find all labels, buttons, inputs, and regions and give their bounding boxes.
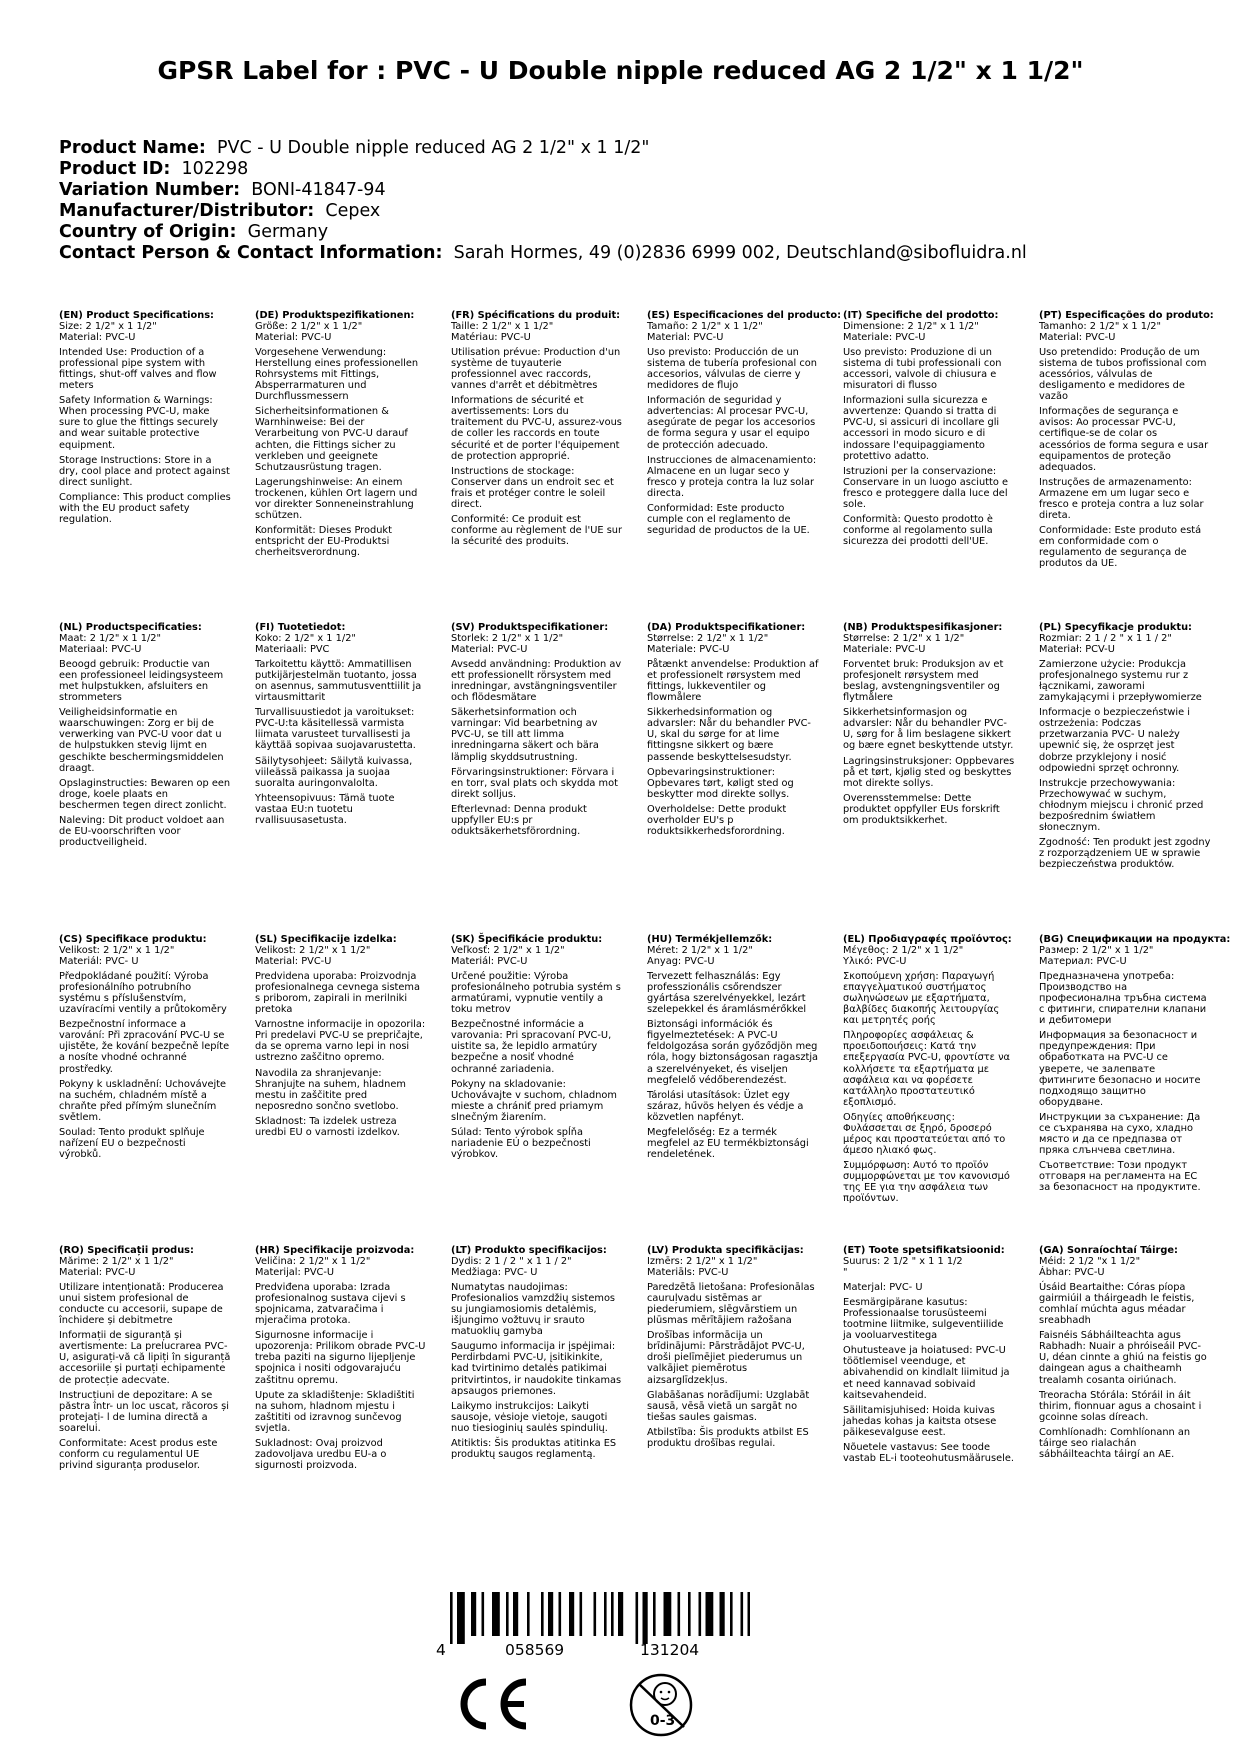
block-size: Izmērs: 2 1/2" x 1 1/2" bbox=[647, 1256, 758, 1268]
block-heading: (NL) Productspecificaties: bbox=[59, 622, 202, 633]
block-text: Paredzētā lietošana: Profesionālas cauruļvadu sistēmas ar piederumiem, slēgvārstiem un plūsmas mērītājiem ražošana bbox=[647, 1282, 815, 1327]
block-text: Intended Use: Production of a professional pipe system with fittings, shut-off valves and flow meters bbox=[59, 347, 217, 392]
block-text: Utilisation prévue: Production d'un système de tuyauterie professionnel avec raccords, vannes d'arrêt et débitmètres bbox=[451, 347, 621, 392]
info-value: 102298 bbox=[181, 159, 249, 179]
barcode-bar bbox=[482, 1592, 485, 1636]
language-block bbox=[451, 1245, 623, 1464]
block-text: Informacje o bezpieczeństwie i ostrzeżenia: Podczas przetwarzania PVC- U należy upewnić się, że osprzęt jest dobrze przyklejony i nosić odpowiedni sprzęt ochronny. bbox=[1039, 707, 1190, 774]
info-label: Variation Number: bbox=[59, 180, 241, 200]
barcode-bar bbox=[741, 1592, 744, 1636]
block-heading: (SV) Produktspecifikationer: bbox=[451, 622, 609, 633]
language-block bbox=[1039, 310, 1214, 573]
block-text: Konformität: Dieses Produkt entspricht der EU-Produktsi cherheitsverordnung. bbox=[255, 524, 392, 558]
block-text: Informazioni sulla sicurezza e avvertenze: Quando si tratta di PVC-U, si assicuri di incollare gli accessori in modo sicuro e di indossare l'equipaggiamento protettivo adatto. bbox=[843, 395, 1000, 462]
barcode-bar bbox=[569, 1592, 574, 1636]
block-text: Upute za skladištenje: Skladištiti na suhom, hladnom mjestu i zaštititi od izravnog sunčevog svjetla. bbox=[255, 1389, 415, 1434]
language-block bbox=[255, 622, 427, 830]
block-text: Compliance: This product complies with the EU product safety regulation. bbox=[59, 491, 231, 525]
block-text: Předpokládané použití: Výroba profesionálního potrubního systému s příslušenstvím, uzavíracími ventily a průtokoměry bbox=[59, 971, 227, 1016]
barcode-bar bbox=[471, 1592, 476, 1636]
block-text: Uso pretendido: Produção de um sistema de tubos profissional com acessórios, válvulas de desligamento e medidores de vazão bbox=[1039, 347, 1207, 403]
block-text: Bezpečnostní informace a varování: Při zpracování PVC-U se ujistěte, že kování bezpečně lepíte a nosíte vhodné ochranné prostředky. bbox=[59, 1019, 230, 1075]
block-text: Инструкции за съхранение: Да се съхранява на сухо, хладно място и да се предпазва от пряка слънчева светлина. bbox=[1039, 1111, 1201, 1156]
block-size: Veľkosť: 2 1/2" x 1 1/2" bbox=[451, 945, 565, 957]
block-text: Instrucțiuni de depozitare: A se păstra într- un loc uscat, răcoros și protejați- l de lumina directă a soarelui. bbox=[59, 1389, 229, 1434]
barcode-bar bbox=[748, 1592, 751, 1636]
block-text: Navodila za shranjevanje: Shranjujte na suhem, hladnem mestu in zaščitite pred neposredno sončno svetlobo. bbox=[255, 1067, 406, 1112]
block-text: Material: PVC-U bbox=[255, 332, 332, 344]
block-text: Material: PVC-U bbox=[451, 644, 528, 656]
language-block bbox=[843, 934, 1015, 1208]
block-text: Ábhar: PVC-U bbox=[1039, 1267, 1105, 1279]
block-size: Maat: 2 1/2" x 1 1/2" bbox=[59, 633, 161, 645]
block-text: Treoracha Stórála: Stóráil in áit thirim, fionnuar agus a chosaint i gcoinne solas díreach. bbox=[1039, 1389, 1202, 1423]
block-text: Συμμόρφωση: Αυτό το προϊόν συμμορφώνεται με τον κανονισμό της ΕΕ για την ασφάλεια των προϊόντων. bbox=[843, 1159, 1010, 1205]
ean-barcode bbox=[450, 1592, 750, 1644]
ce-mark-icon bbox=[452, 1676, 532, 1732]
block-text: Conformità: Questo prodotto è conforme al regolamento sulla sicurezza dei prodotti dell'UE. bbox=[843, 513, 993, 547]
language-block bbox=[255, 1245, 427, 1475]
block-text: Materijal: PVC-U bbox=[255, 1267, 335, 1279]
block-text: Tárolási utasítások: Üzlet egy száraz, hűvös helyen és védje a közvetlen napfényt. bbox=[647, 1089, 804, 1123]
block-text: Material: PVC-U bbox=[255, 956, 332, 968]
language-block bbox=[843, 622, 1015, 830]
block-size: Größe: 2 1/2" x 1 1/2" bbox=[255, 321, 363, 333]
language-block bbox=[647, 934, 819, 1164]
block-heading: (IT) Specifiche del prodotto: bbox=[843, 310, 999, 321]
block-text: Určené použitie: Výroba profesionálneho potrubia systém s armatúrami, vypnutie ventily a toku metrov bbox=[451, 971, 621, 1016]
block-text: Atitiktis: Šis produktas atitinka ES produktų saugos reglamentą. bbox=[451, 1437, 617, 1460]
block-text: Soulad: Tento produkt splňuje nařízení EU o bezpečnosti výrobků. bbox=[59, 1126, 205, 1160]
variation-number-row bbox=[59, 180, 1027, 201]
block-text: Drošības informācija un brīdinājumi: Pārstrādājot PVC-U, droši pielīmējiet piederumus un valkājiet piemērotus aizsarglīdzekļus. bbox=[647, 1330, 805, 1386]
block-text: Tervezett felhasználás: Egy professzionális csőrendszer gyártása szerelvényekkel, lezárt szelepekkel és áramlásmérőkkel bbox=[647, 971, 807, 1016]
block-text: Conformidad: Este producto cumple con el reglamento de seguridad de productos de la UE. bbox=[647, 502, 810, 536]
block-text: Forventet bruk: Produksjon av et profesjonelt rørsystem med beslag, avstengningsventiler og flytmålere bbox=[843, 659, 1004, 704]
language-block bbox=[451, 310, 623, 551]
block-heading: (CS) Specifikace produktu: bbox=[59, 934, 207, 945]
block-heading: (RO) Specificații produs: bbox=[59, 1245, 194, 1256]
block-size: Taille: 2 1/2" x 1 1/2" bbox=[451, 321, 554, 333]
language-block bbox=[59, 934, 231, 1164]
product-id-row bbox=[59, 159, 1027, 180]
block-text: Megfelelőség: Ez a termék megfelel az EU termékbiztonsági rendeletének. bbox=[647, 1126, 809, 1160]
block-text: Förvaringsinstruktioner: Förvara i en torr, sval plats och skydda mot direkt solljus. bbox=[451, 766, 618, 800]
block-text: Информация за безопасност и предупреждения: При обработката на PVC-U се уверете, че залепвате фитингите безопасно и носите подходящо защитно оборудване. bbox=[1039, 1030, 1201, 1108]
barcode-bar bbox=[604, 1592, 607, 1636]
language-block bbox=[1039, 1245, 1211, 1464]
info-value: BONI-41847-94 bbox=[251, 180, 386, 200]
block-heading: (PT) Especificações do produto: bbox=[1039, 310, 1214, 321]
barcode-bar bbox=[506, 1592, 509, 1636]
barcode-bar bbox=[559, 1592, 562, 1636]
block-text: Sikkerhedsinformation og advarsler: Når du behandler PVC-U, skal du sørge for at lime fittingsne sikkert og bære passende beskyttelsesudstyr. bbox=[647, 707, 811, 763]
block-text: Materiaali: PVC bbox=[255, 644, 330, 656]
product-info bbox=[59, 138, 1027, 264]
language-block bbox=[843, 1245, 1015, 1468]
block-text: " bbox=[843, 1267, 848, 1279]
block-text: Uso previsto: Produzione di un sistema di tubi professionali con accessori, valvole di chiusura e misuratori di flusso bbox=[843, 347, 1002, 392]
block-text: Saugumo informacija ir įspėjimai: Perdirbdami PVC-U, įsitikinkite, kad tvirtinimo detalės patikimai pritvirtintos, ir naudokite tinkamas apsaugos priemones. bbox=[451, 1341, 622, 1397]
block-text: Opslaginstructies: Bewaren op een droge, koele plaats en beschermen tegen direct zonlicht. bbox=[59, 777, 231, 811]
block-text: Storage Instructions: Store in a dry, cool place and protect against direct sunlight. bbox=[59, 454, 230, 488]
block-text: Sikkerhetsinformasjon og advarsler: Når du behandler PVC-U, sørg for å lim beslagene sikkert og bære egnet beskyttende utstyr. bbox=[843, 707, 1014, 752]
info-value: Sarah Hormes, 49 (0)2836 6999 002, Deutschland@sibofluidra.nl bbox=[453, 243, 1027, 263]
language-block bbox=[59, 1245, 231, 1475]
block-heading: (FR) Spécifications du produit: bbox=[451, 310, 621, 321]
block-text: Avsedd användning: Produktion av ett professionellt rörsystem med inredningar, avstängningsventiler och flödesmätare bbox=[451, 659, 622, 704]
block-text: Zamierzone użycie: Produkcja profesjonalnego systemu rur z łącznikami, zaworami zamykającymi i przepływomierze bbox=[1039, 659, 1202, 704]
block-heading: (BG) Спецификации на продукта: bbox=[1039, 934, 1231, 945]
block-text: Safety Information & Warnings: When processing PVC-U, make sure to glue the fittings securely and wear suitable protective equipment. bbox=[59, 395, 219, 451]
block-heading: (SK) Špecifikácie produktu: bbox=[451, 934, 603, 945]
block-text: Lagringsinstruksjoner: Oppbevares på et tørt, kjølig sted og beskyttes mot direkte sollys. bbox=[843, 755, 1015, 789]
block-heading: (NB) Produktspesifikasjoner: bbox=[843, 622, 1003, 633]
block-text: Materiāls: PVC-U bbox=[647, 1267, 729, 1279]
language-block bbox=[1039, 622, 1211, 874]
block-text: Instrucciones de almacenamiento: Almacene en un lugar seco y fresco y proteja contra la luz solar directa. bbox=[647, 454, 817, 499]
block-size: Méret: 2 1/2" x 1 1/2" bbox=[647, 945, 753, 957]
block-heading: (ES) Especificaciones del producto: bbox=[647, 310, 842, 321]
block-text: Informații de siguranță și avertismente: La prelucrarea PVC-U, asigurați-vă că lipiți în siguranță accesoriile și purtați echipamente de protecție adecvate. bbox=[59, 1330, 231, 1386]
block-text: Naleving: Dit product voldoet aan de EU-voorschriften voor productveiligheid. bbox=[59, 814, 225, 848]
block-text: Predviđena uporaba: Izrada profesionalnog sustava cijevi s spojnicama, zatvaračima i mjeračima protoka. bbox=[255, 1282, 406, 1327]
block-size: Velikost: 2 1/2" x 1 1/2" bbox=[255, 945, 371, 957]
block-text: Materiale: PVC-U bbox=[843, 332, 926, 344]
block-size: Tamaño: 2 1/2" x 1 1/2" bbox=[647, 321, 763, 333]
block-text: Yhteensopivuus: Tämä tuote vastaa EU:n tuotetu rvallisuusasetusta. bbox=[255, 792, 395, 826]
block-heading: (EN) Product Specifications: bbox=[59, 310, 214, 321]
block-size: Méid: 2 1/2 "x 1 1/2" bbox=[1039, 1256, 1141, 1268]
page-title: GPSR Label for : PVC - U Double nipple reduced AG 2 1/2" x 1 1/2" bbox=[157, 56, 1084, 85]
language-block bbox=[255, 310, 427, 562]
barcode-bar bbox=[688, 1592, 691, 1636]
block-size: Suurus: 2 1/2 " x 1 1 1/2 bbox=[843, 1256, 963, 1268]
block-size: Rozmiar: 2 1 / 2 " x 1 1 / 2" bbox=[1039, 633, 1172, 645]
block-text: Materiaal: PVC-U bbox=[59, 644, 142, 656]
barcode-bar bbox=[548, 1592, 553, 1636]
barcode-bar bbox=[611, 1592, 614, 1636]
block-size: Storlek: 2 1/2" x 1 1/2" bbox=[451, 633, 564, 645]
barcode-bar bbox=[678, 1592, 681, 1636]
info-label: Product Name: bbox=[59, 138, 206, 158]
block-text: Предназначена употреба: Производство на професионална тръбна система с фитинги, спирателни клапани и дебитомери bbox=[1039, 971, 1207, 1027]
barcode-bar bbox=[450, 1592, 453, 1644]
info-value: Germany bbox=[247, 222, 329, 242]
contact-row bbox=[59, 243, 1027, 264]
block-text: Påtænkt anvendelse: Produktion af et professionelt rørsystem med fittings, lukkeventiler og flowmålere bbox=[647, 659, 819, 704]
block-text: Istruzioni per la conservazione: Conservare in un luogo asciutto e fresco e proteggere dalla luce del sole. bbox=[843, 465, 1009, 510]
block-text: Matériau: PVC-U bbox=[451, 332, 531, 344]
language-block bbox=[647, 622, 819, 841]
barcode-bar bbox=[513, 1592, 518, 1636]
info-label: Manufacturer/Distributor: bbox=[59, 201, 315, 221]
block-size: Mărime: 2 1/2" x 1 1/2" bbox=[59, 1256, 174, 1268]
block-text: Materiál: PVC- U bbox=[59, 956, 139, 968]
block-text: Biztonsági információk és figyelmeztetések: A PVC-U feldolgozása során győződjön meg róla, hogy biztonságosan ragasztja a szerelvényeket, és viseljen megfelelő védőberendezést. bbox=[647, 1019, 819, 1086]
block-text: Overholdelse: Dette produkt overholder EU's p roduktsikkerhedsforordning. bbox=[647, 803, 787, 837]
block-text: Atbilstība: Šis produkts atbilst ES produktu drošības regulai. bbox=[647, 1426, 809, 1449]
language-block bbox=[647, 310, 842, 540]
block-text: Conformidade: Este produto está em conformidade com o regulamento de segurança de produtos da UE. bbox=[1039, 524, 1202, 569]
barcode-bar bbox=[457, 1592, 465, 1644]
language-block bbox=[1039, 934, 1231, 1197]
block-text: Uso previsto: Producción de un sistema de tubería profesional con accesorios, válvulas de cierre y medidores de flujo bbox=[647, 347, 817, 392]
block-size: Dydis: 2 1 / 2 " x 1 1 / 2" bbox=[451, 1256, 572, 1268]
block-text: Úsáid Beartaithe: Córas píopa gairmiúil a tháirgeadh le feistis, comhlaí múchta agus méadar sreabhadh bbox=[1039, 1282, 1195, 1327]
block-size: Størrelse: 2 1/2" x 1 1/2" bbox=[843, 633, 965, 645]
block-text: Instrukcje przechowywania: Przechowywać w suchym, chłodnym miejscu i chronić przed bezpośrednim światłem słonecznym. bbox=[1039, 777, 1204, 833]
language-block bbox=[255, 934, 427, 1142]
block-text: Beoogd gebruik: Productie van een professioneel leidingsysteem met hulpstukken, afsluiters en strommeters bbox=[59, 659, 224, 704]
block-text: Conformitate: Acest produs este conform cu regulamentul UE privind siguranța produselor. bbox=[59, 1437, 218, 1471]
block-text: Numatytas naudojimas: Profesionalios vamzdžių sistemos su jungiamosiomis detalėmis, išjungimo vožtuvų ir srauto matuoklių gamyba bbox=[451, 1282, 616, 1338]
barcode-bar bbox=[664, 1592, 672, 1636]
block-text: Vorgesehene Verwendung: Herstellung eines professionellen Rohrsystems mit Fittings, Absperrarmaturen und Durchflussmessern bbox=[255, 347, 419, 403]
info-value: PVC - U Double nipple reduced AG 2 1/2" x 1 1/2" bbox=[217, 138, 650, 158]
language-block bbox=[59, 310, 231, 529]
product-name-row bbox=[59, 138, 1027, 159]
age-range-label: 0-3 bbox=[650, 1713, 676, 1729]
block-heading: (PL) Specyfikacje produktu: bbox=[1039, 622, 1192, 633]
block-heading: (SL) Specifikacije izdelka: bbox=[255, 934, 397, 945]
block-text: Съответствие: Този продукт отговаря на регламента на ЕС за безопасност на продуктите. bbox=[1039, 1159, 1201, 1193]
block-text: Materiál: PVC-U bbox=[451, 956, 528, 968]
block-text: Efterlevnad: Denna produkt uppfyller EU:s pr oduktsäkerhetsförordning. bbox=[451, 803, 587, 837]
block-text: Turvallisuustiedot ja varoitukset: PVC-U:ta käsitellessä varmista liimata varusteet turvallisesti ja käyttää sopivaa suojavarustetta. bbox=[255, 707, 416, 752]
info-label: Country of Origin: bbox=[59, 222, 237, 242]
block-text: Pokyny k uskladnění: Uchovávejte na suchém, chladném místě a chraňte před přímým slunečním světlem. bbox=[59, 1078, 227, 1123]
block-text: Glabāšanas norādījumi: Uzglabāt sausā, vēsā vietā un sargāt no tiešas saules gaismas. bbox=[647, 1389, 810, 1423]
barcode-left-digits: 058569 bbox=[505, 1641, 565, 1659]
block-text: Súlad: Tento výrobok spĺňa nariadenie EÚ o bezpečnosti výrobkov. bbox=[451, 1126, 591, 1160]
block-text: Lagerungshinweise: An einem trockenen, kühlen Ort lagern und vor direkter Sonneneinstrahlung schützen. bbox=[255, 476, 418, 521]
barcode-bar bbox=[618, 1592, 623, 1636]
block-text: Faisnéis Sábháilteachta agus Rabhadh: Nuair a phróiseáil PVC-U, déan cinnte a ghiú na feistis go daingean agus a chaitheamh trealamh cosanta oiriúnach. bbox=[1039, 1330, 1207, 1386]
language-block bbox=[451, 622, 623, 841]
barcode-bar bbox=[580, 1592, 583, 1636]
block-text: Tarkoitettu käyttö: Ammatillisen putkijärjestelmän tuotanto, jossa on asennus, sammutusventtiilit ja virtausmittarit bbox=[255, 659, 422, 704]
block-size: Dimensione: 2 1/2" x 1 1/2" bbox=[843, 321, 979, 333]
barcode-bar bbox=[594, 1592, 597, 1636]
block-text: Nõuetele vastavus: See toode vastab EL-i tooteohutusmäärusele. bbox=[843, 1441, 1014, 1464]
block-text: Utilizare intenționată: Producerea unui sistem profesional de conducte cu accesorii, supape de închidere și debitmetre bbox=[59, 1282, 224, 1327]
block-size: Veličina: 2 1/2" x 1 1/2" bbox=[255, 1256, 371, 1268]
not-for-children-0-3-icon bbox=[628, 1672, 694, 1738]
block-text: Sicherheitsinformationen & Warnhinweise: Bei der Verarbeitung von PVC-U darauf achten, die Fittings sicher zu verkleben und geeignete Schutzausrüstung tragen. bbox=[255, 406, 408, 473]
block-heading: (DE) Produktspezifikationen: bbox=[255, 310, 415, 321]
block-text: Materiale: PVC-U bbox=[843, 644, 926, 656]
block-text: Material: PVC-U bbox=[647, 332, 724, 344]
manufacturer-row bbox=[59, 201, 1027, 222]
country-of-origin-row bbox=[59, 222, 1027, 243]
block-text: Comhlíonadh: Comhlíonann an táirge seo rialachán sábháilteachta táirgí an AE. bbox=[1039, 1426, 1191, 1460]
barcode-right-digits: 131204 bbox=[640, 1641, 700, 1659]
block-heading: (HR) Specifikacije proizvoda: bbox=[255, 1245, 415, 1256]
language-block bbox=[451, 934, 623, 1164]
block-text: Materiale: PVC-U bbox=[647, 644, 730, 656]
block-text: Ohutusteave ja hoiatused: PVC-U töötlemisel veenduge, et abivahendid on kindlalt liimitud ja et need kannavad sobivaid kaitsevahendeid. bbox=[843, 1345, 1010, 1401]
block-heading: (ET) Toote spetsifikatsioonid: bbox=[843, 1245, 1005, 1256]
block-text: Varnostne informacije in opozorila: Pri predelavi PVC-U se prepričajte, da se oprema varno lepi in nosi ustrezno zaščitno opremo. bbox=[255, 1019, 426, 1064]
block-text: Veiligheidsinformatie en waarschuwingen: Zorg er bij de verwerking van PVC-U voor dat u de hulpstukken stevig lijmt en geschikte beschermingsmiddelen draagt. bbox=[59, 707, 224, 774]
block-text: Eesmärgipärane kasutus: Professionaalse torusüsteemi tootmine liitmike, sulgeventiilide ja vooluarvestitega bbox=[843, 1297, 1004, 1342]
barcode-bar bbox=[653, 1592, 656, 1636]
block-text: Pokyny na skladovanie: Uchovávajte v suchom, chladnom mieste a chrániť pred priamym slnečným žiarením. bbox=[451, 1078, 617, 1123]
block-heading: (LT) Produkto specifikacijos: bbox=[451, 1245, 607, 1256]
block-text: Informations de sécurité et avertissements: Lors du traitement du PVC-U, assurez-vous de coller les raccords en toute sécurité et de porter l'équipement de protection approprié. bbox=[451, 395, 622, 462]
block-text: Bezpečnostné informácie a varovania: Pri spracovaní PVC-U, uistite sa, že lepidlo armatúry bezpečne a nosiť vhodné ochranné zariadenia. bbox=[451, 1019, 612, 1075]
block-heading: (DA) Produktspecifikationer: bbox=[647, 622, 806, 633]
block-text: Материал: PVC-U bbox=[1039, 956, 1127, 968]
block-text: Instructions de stockage: Conserver dans un endroit sec et frais et protéger contre le soleil direct. bbox=[451, 465, 614, 510]
barcode-bar bbox=[527, 1592, 530, 1636]
block-size: Koko: 2 1/2" x 1 1/2" bbox=[255, 633, 356, 645]
block-size: Tamanho: 2 1/2" x 1 1/2" bbox=[1039, 321, 1162, 333]
block-text: Säkerhetsinformation och varningar: Vid bearbetning av PVC-U, se till att limma inredningarna säkert och bära lämplig skyddsutrustning. bbox=[451, 707, 599, 763]
block-text: Πληροφορίες ασφάλειας & προειδοποιήσεις: Κατά την επεξεργασία PVC-U, φροντίστε να κολλήσετε τα εξαρτήματα με ασφάλεια και να φορέσετε κατάλληλο προστατευτικό εξοπλισμό. bbox=[843, 1030, 1011, 1108]
block-text: Información de seguridad y advertencias: Al procesar PVC-U, asegúrate de pegar los accesorios de forma segura y usar el equipo de protección adecuado. bbox=[647, 395, 816, 451]
block-text: Säilytysohjeet: Säilytä kuivassa, viileässä paikassa ja suojaa suoralta auringonvalolta. bbox=[255, 755, 413, 789]
barcode-bar bbox=[492, 1592, 500, 1636]
block-text: Materjal: PVC- U bbox=[843, 1282, 923, 1294]
block-text: Informações de segurança e avisos: Ao processar PVC-U, certifique-se de colar os acessórios de forma segura e usar equipamentos de proteção adequados. bbox=[1039, 406, 1209, 473]
block-size: Velikost: 2 1/2" x 1 1/2" bbox=[59, 945, 175, 957]
barcode-bar bbox=[643, 1592, 648, 1644]
block-size: Размер: 2 1/2" x 1 1/2" bbox=[1039, 945, 1154, 957]
block-heading: (LV) Produkta specifikācijas: bbox=[647, 1245, 804, 1256]
block-text: Conformité: Ce produit est conforme au règlement de l'UE sur la sécurité des produits. bbox=[451, 513, 623, 547]
barcode-lead-digit: 4 bbox=[436, 1641, 446, 1659]
block-heading: (HU) Termékjellemzők: bbox=[647, 934, 773, 945]
block-size: Størrelse: 2 1/2" x 1 1/2" bbox=[647, 633, 769, 645]
barcode-bar bbox=[720, 1592, 725, 1636]
block-size: Μέγεθος: 2 1/2" x 1 1/2" bbox=[843, 945, 964, 957]
info-label: Contact Person & Contact Information: bbox=[59, 243, 443, 263]
block-text: Σκοπούμενη χρήση: Παραγωγή επαγγελματικού συστήματος σωληνώσεων με εξαρτήματα, βαλβίδες διακοπής λειτουργίας και μετρητές ροής bbox=[843, 971, 1000, 1027]
block-text: Material: PVC-U bbox=[1039, 332, 1116, 344]
info-value: Cepex bbox=[325, 201, 381, 221]
block-size: Size: 2 1/2" x 1 1/2" bbox=[59, 321, 157, 333]
barcode-bar bbox=[699, 1592, 702, 1636]
language-block bbox=[59, 622, 231, 852]
info-label: Product ID: bbox=[59, 159, 171, 179]
block-text: Οδηγίες αποθήκευσης: Φυλάσσεται σε ξηρό, δροσερό μέρος και προστατεύεται από το άμεσο ηλιακό φως. bbox=[843, 1111, 1006, 1156]
block-text: Instruções de armazenamento: Armazene em um lugar seco e fresco e proteja contra a luz solar direta. bbox=[1039, 476, 1204, 521]
block-heading: (EL) Προδιαγραφές προϊόντος: bbox=[843, 934, 1012, 945]
barcode-bar bbox=[730, 1592, 733, 1636]
block-text: Medžiaga: PVC- U bbox=[451, 1267, 538, 1279]
block-text: Sukladnost: Ovaj proizvod zadovoljava uredbu EU-a o sigurnosti proizvoda. bbox=[255, 1437, 387, 1471]
block-text: Materiał: PCV-U bbox=[1039, 644, 1115, 656]
language-block bbox=[647, 1245, 819, 1453]
barcode-bar bbox=[706, 1592, 714, 1636]
block-text: Laikymo instrukcijos: Laikyti sausoje, vėsioje vietoje, saugoti nuo tiesioginių saulės spindulių. bbox=[451, 1400, 608, 1434]
barcode-bar bbox=[636, 1592, 639, 1644]
language-block bbox=[843, 310, 1015, 551]
block-text: Zgodność: Ten produkt jest zgodny z rozporządzeniem UE w sprawie bezpieczeństwa produktów. bbox=[1039, 836, 1211, 870]
barcode-bar bbox=[541, 1592, 544, 1636]
block-text: Anyag: PVC-U bbox=[647, 956, 715, 968]
block-text: Opbevaringsinstruktioner: Opbevares tørt, køligt sted og beskytter mod direkte sollys. bbox=[647, 766, 794, 800]
block-text: Material: PVC-U bbox=[59, 1267, 136, 1279]
block-text: Sigurnosne informacije i upozorenja: Prilikom obrade PVC-U treba paziti na sigurno lijepljenje spojnica i nositi odgovarajuću zaštitnu opremu. bbox=[255, 1330, 426, 1386]
block-text: Material: PVC-U bbox=[59, 332, 136, 344]
block-text: Overensstemmelse: Dette produktet oppfyller EUs forskrift om produktsikkerhet. bbox=[843, 792, 1000, 826]
block-text: Υλικό: PVC-U bbox=[843, 956, 907, 968]
block-text: Säilitamisjuhised: Hoida kuivas jahedas kohas ja kaitsta otsese päikesevalguse eest. bbox=[843, 1404, 997, 1438]
block-heading: (GA) Sonraíochtaí Táirge: bbox=[1039, 1245, 1178, 1256]
block-heading: (FI) Tuotetiedot: bbox=[255, 622, 346, 633]
block-text: Predvidena uporaba: Proizvodnja profesionalnega cevnega sistema s priborom, zapirali in merilniki pretoka bbox=[255, 971, 420, 1016]
block-text: Skladnost: Ta izdelek ustreza uredbi EU o varnosti izdelkov. bbox=[255, 1115, 400, 1138]
